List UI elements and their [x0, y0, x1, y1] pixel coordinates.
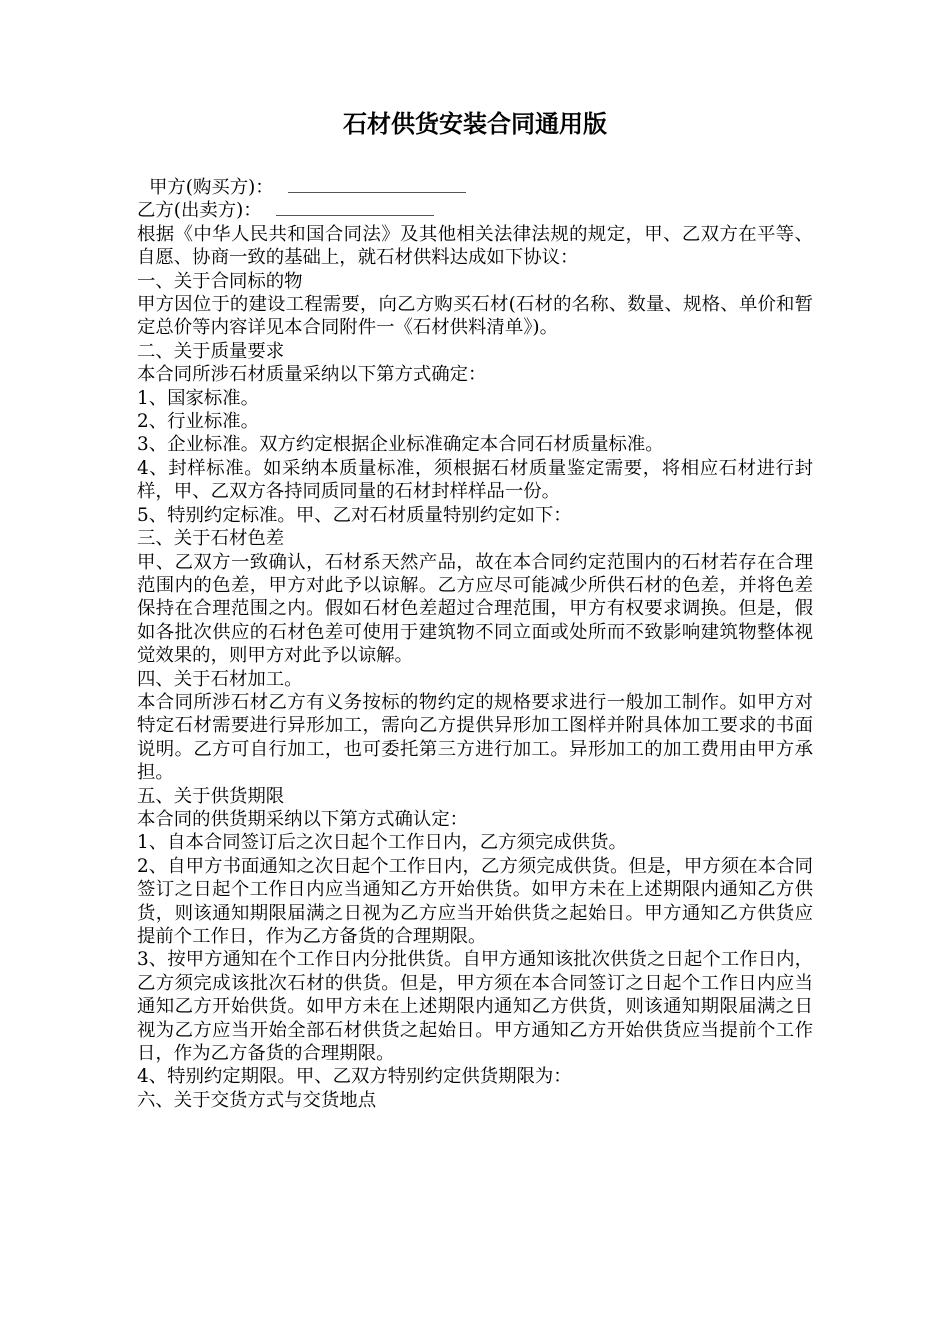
section-4-paragraph: 本合同所涉石材乙方有义务按标的物约定的规格要求进行一般加工制作。如甲方对特定石材需要进行异形加工，需向乙方提供异形加工图样并附具体加工要求的书面说明。乙方可自行加工，也可委托第三方进行加工。异形加工的加工费用由甲方承担。	[137, 691, 813, 784]
section-heading-3: 三、关于石材色差	[137, 528, 285, 550]
party-b-label: 乙方(出卖方)：	[137, 200, 262, 222]
document-title: 石材供货安装合同通用版	[343, 109, 607, 138]
section-heading-4: 四、关于石材加工。	[137, 668, 303, 690]
section-2-item-4: 4、封样标准。如采纳本质量标准，须根据石材质量鉴定需要，将相应石材进行封样，甲、乙双方各持同质同量的石材封样样品一份。	[137, 457, 813, 503]
section-5-item-2: 2、自甲方书面通知之次日起个工作日内，乙方须完成供货。但是，甲方须在本合同签订之日起个工作日内应当通知乙方开始供货。如甲方未在上述期限内通知乙方供货，则该通知期限届满之日视为乙方应当开始供货之起始日。甲方通知乙方供货应提前个工作日，作为乙方备货的合理期限。	[137, 855, 813, 947]
document-body	[137, 176, 813, 1112]
section-heading-2: 二、关于质量要求	[137, 340, 285, 362]
section-2-item-2: 2、行业标准。	[137, 411, 260, 433]
section-3-paragraph: 甲、乙双方一致确认，石材系天然产品，故在本合同约定范围内的石材若存在合理范围内的色差，甲方对此予以谅解。乙方应尽可能减少所供石材的色差，并将色差保持在合理范围之内。假如石材色差超过合理范围，甲方有权要求调换。但是，假如各批次供应的石材色差可使用于建筑物不同立面或处所而不致影响建筑物整体视觉效果的，则甲方对此予以谅解。	[137, 551, 813, 667]
section-5-item-4: 4、特别约定期限。甲、乙双方特别约定供货期限为：	[137, 1066, 572, 1088]
party-b-blank	[276, 201, 434, 216]
section-2-item-3: 3、企业标准。双方约定根据企业标准确定本合同石材质量标准。	[137, 434, 664, 456]
section-heading-6: 六、关于交货方式与交货地点	[137, 1089, 377, 1111]
party-a-blank	[288, 178, 466, 193]
party-b-line	[137, 199, 813, 222]
section-1-paragraph: 甲方因位于的建设工程需要，向乙方购买石材(石材的名称、数量、规格、单价和暂定总价等内容详见本合同附件一《石材供料清单》)。	[137, 294, 813, 339]
section-2-item-5: 5、特别约定标准。甲、乙对石材质量特别约定如下：	[137, 504, 572, 526]
party-a-label: 甲方(购买方)：	[149, 177, 274, 198]
section-2-item-1: 1、国家标准。	[137, 387, 260, 409]
party-a-line	[137, 176, 813, 199]
section-5-intro: 本合同的供货期采纳以下第方式确认定：	[137, 808, 469, 830]
section-heading-1: 一、关于合同标的物	[137, 270, 303, 292]
section-5-item-3: 3、按甲方通知在个工作日内分批供货。自甲方通知该批次供货之日起个工作日内，乙方须完成该批次石材的供货。但是，甲方须在本合同签订之日起个工作日内应当通知乙方开始供货。如甲方未在上述期限内通知乙方供货，则该通知期限届满之日视为乙方应当开始全部石材供货之起始日。甲方通知乙方开始供货应当提前个工作日，作为乙方备货的合理期限。	[137, 949, 813, 1065]
section-5-item-1: 1、自本合同签订后之次日起个工作日内，乙方须完成供货。	[137, 832, 627, 854]
section-heading-5: 五、关于供货期限	[137, 785, 285, 807]
preamble-paragraph: 根据《中华人民共和国合同法》及其他相关法律法规的规定，甲、乙双方在平等、自愿、协商一致的基础上，就石材供料达成如下协议：	[137, 223, 813, 269]
section-2-intro: 本合同所涉石材质量采纳以下第方式确定：	[137, 364, 487, 386]
